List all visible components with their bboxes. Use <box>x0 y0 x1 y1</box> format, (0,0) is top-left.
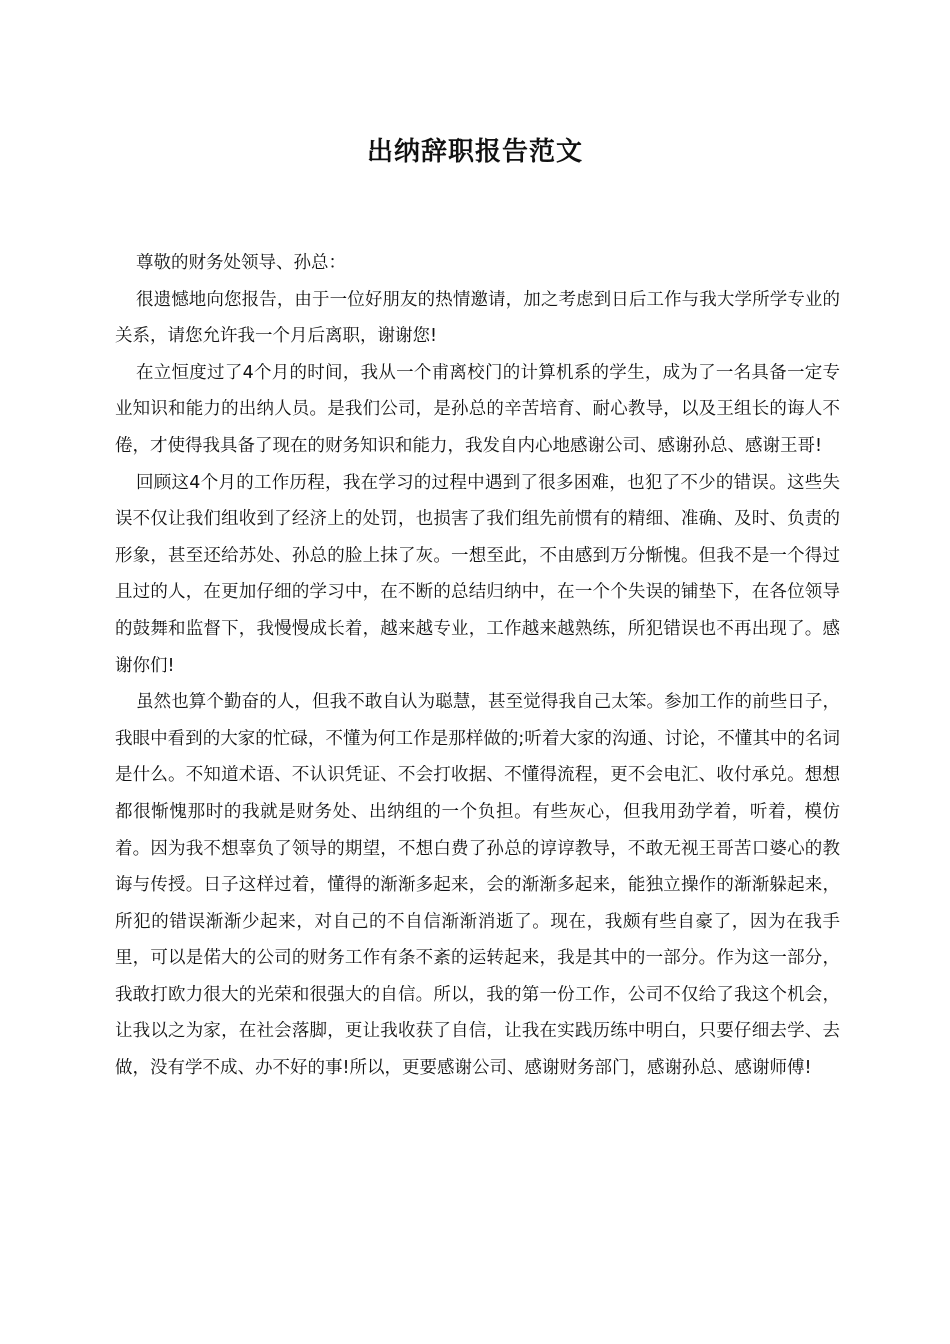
body-paragraph: 很遗憾地向您报告，由于一位好朋友的热情邀请，加之考虑到日后工作与我大学所学专业的关系，请您允许我一个月后离职，谢谢您! <box>115 289 840 347</box>
document-title: 出纳辞职报告范文 <box>366 137 583 167</box>
body-paragraph: 在立恒度过了4个月的时间，我从一个甫离校门的计算机系的学生，成为了一名具备一定专业知识和能力的出纳人员。是我们公司，是孙总的辛苦培育、耐心教导，以及王组长的诲人不倦，才使得我具备了现在的财务知识和能力，我发自内心地感谢公司、感谢孙总、感谢王哥! <box>115 362 840 456</box>
body-paragraph: 回顾这4个月的工作历程，我在学习的过程中遇到了很多困难，也犯了不少的错误。这些失误不仅让我们组收到了经济上的处罚，也损害了我们组先前惯有的精细、准确、及时、负责的形象，甚至还给苏处、孙总的脸上抹了灰。一想至此，不由感到万分惭愧。但我不是一个得过且过的人，在更加仔细的学习中，在不断的总结归纳中，在一个个失误的铺垫下，在各位领导的鼓舞和监督下，我慢慢成长着，越来越专业，工作越来越熟练，所犯错误也不再出现了。感谢你们! <box>115 472 840 676</box>
document-body <box>115 245 840 1087</box>
greeting-paragraph: 尊敬的财务处领导、孙总： <box>136 253 346 273</box>
body-paragraph: 虽然也算个勤奋的人，但我不敢自认为聪慧，甚至觉得我自己太笨。参加工作的前些日子，我眼中看到的大家的忙碌，不懂为何工作是那样做的;听着大家的沟通、讨论，不懂其中的名词是什么。不知道术语、不认识凭证、不会打收据、不懂得流程，更不会电汇、收付承兑。想想都很惭愧那时的我就是财务处、出纳组的一个负担。有些灰心，但我用劲学着，听着，模仿着。因为我不想辜负了领导的期望，不想白费了孙总的谆谆教导，不敢无视王哥苦口婆心的教诲与传授。日子这样过着，懂得的渐渐多起来，会的渐渐多起来，能独立操作的渐渐躲起来，所犯的错误渐渐少起来，对自己的不自信渐渐消逝了。现在，我颇有些自豪了，因为在我手里，可以是偌大的公司的财务工作有条不紊的运转起来，我是其中的一部分。作为这一部分，我敢打欧力很大的光荣和很强大的自信。所以，我的第一份工作，公司不仅给了我这个机会，让我以之为家，在社会落脚，更让我收获了自信，让我在实践历练中明白，只要仔细去学、去做，没有学不成、办不好的事!所以，更要感谢公司、感谢财务部门，感谢孙总、感谢师傅! <box>115 692 840 1079</box>
